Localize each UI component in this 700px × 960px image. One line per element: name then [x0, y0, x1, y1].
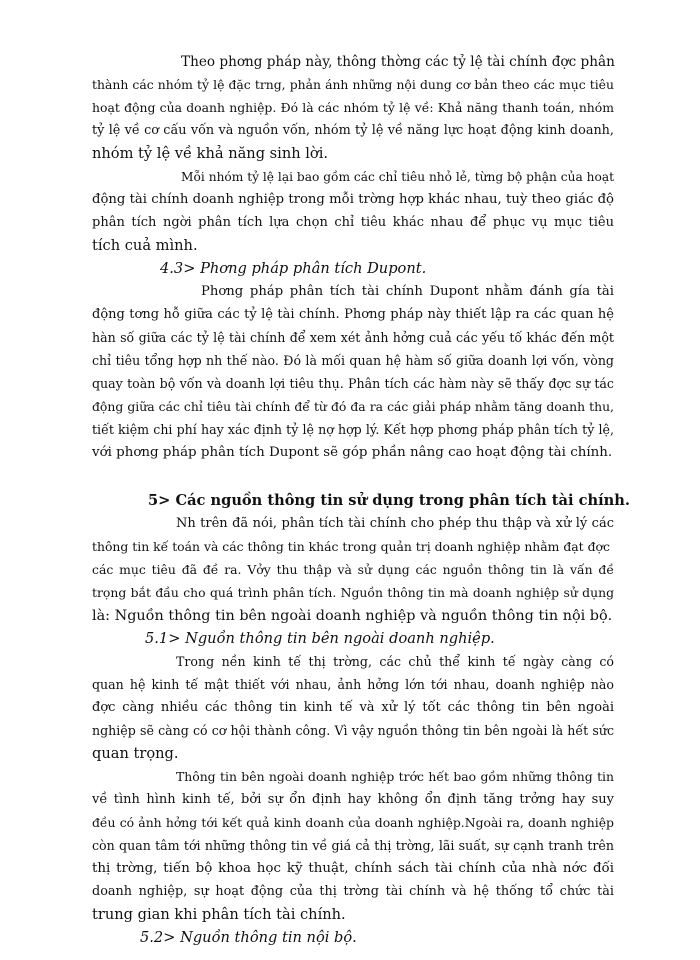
paragraph-line: nhóm tỷ lệ về khả năng sinh lời.: [92, 145, 329, 162]
paragraph-line: về tình hình kinh tế, bởi sự ổn định hay không ổn định tăng trởng hay suy: [92, 792, 614, 807]
section-heading: 5.1> Nguồn thông tin bên ngoài doanh nghiệp.: [145, 630, 495, 647]
paragraph-line: động tài chính doanh nghiệp trong mỗi trờng hợp khác nhau, tuỳ theo giác độ: [92, 192, 614, 207]
paragraph-line: Phơng pháp phân tích tài chính Dupont nhằm đánh gía tài: [201, 284, 614, 299]
paragraph-line: đợc càng nhiều các thông tin kinh tế và xử lý tốt các thông tin bên ngoài: [92, 700, 614, 715]
paragraph-line: doanh nghiệp, sự hoạt động của thị trờng tài chính và hệ thống tổ chức tài: [92, 884, 614, 899]
paragraph-line: thông tin kế toán và các thông tin khác trong quản trị doanh nghiệp nhằm đạt đợc: [92, 539, 610, 554]
paragraph-line: động giữa các chỉ tiêu tài chính để từ đó đa ra các giải pháp nhằm tăng doanh thu,: [92, 399, 614, 414]
paragraph-line: Theo phơng pháp này, thông thờng các tỷ lệ tài chính đợc phân: [181, 54, 615, 70]
paragraph-line: hoạt động của doanh nghiệp. Đó là các nhóm tỷ lệ về: Khả năng thanh toán, nhóm: [92, 100, 614, 115]
paragraph-line: Trong nền kinh tế thị trờng, các chủ thể kinh tế ngày càng có: [176, 654, 614, 669]
paragraph-line: động tơng hỗ giữa các tỷ lệ tài chính. Phơng pháp này thiết lập ra các quan hệ: [92, 307, 614, 322]
paragraph-line: các mục tiêu đã đề ra. Vởy thu thập và sử dụng các nguồn thông tin là vấn đề: [92, 562, 614, 577]
section-heading: 5> Các nguồn thông tin sử dụng trong phân tích tài chính.: [148, 492, 630, 509]
paragraph-line: tỷ lệ về cơ cấu vốn và nguồn vốn, nhóm tỷ lệ về năng lực hoạt động kinh doanh,: [92, 123, 614, 138]
section-heading: 5.2> Nguồn thông tin nội bộ.: [140, 929, 357, 946]
paragraph-line: Mỗi nhóm tỷ lệ lại bao gồm các chỉ tiêu nhỏ lẻ, từng bộ phận của hoạt: [181, 170, 614, 184]
section-heading: 4.3> Phơng pháp phân tích Dupont.: [160, 260, 427, 277]
paragraph-line: Nh trên đã nói, phân tích tài chính cho phép thu thập và xử lý các: [176, 516, 614, 531]
paragraph-line: nghiệp sẽ càng có cơ hội thành công. Vì vậy nguồn thông tin bên ngoài là hết sức: [92, 723, 614, 738]
paragraph-line: với phơng pháp phân tích Dupont sẽ góp phần nâng cao hoạt động tài chính.: [92, 445, 613, 460]
paragraph-line: quan trọng.: [92, 745, 179, 762]
paragraph-line: hàn số giữa các tỷ lệ tài chính để xem xét ảnh hởng cuả các yếu tố khác đến một: [92, 330, 614, 345]
paragraph-line: còn quan tâm tới những thông tin về giá cả thị trờng, lãi suất, sự cạnh tranh trên: [92, 838, 614, 853]
paragraph-line: chỉ tiêu tổng hợp nh thế nào. Đó là mối quan hệ hàm số giữa doanh lợi vốn, vòng: [92, 353, 614, 368]
paragraph-line: tích cuả mình.: [92, 237, 198, 254]
paragraph-line: phân tích ngời phân tích lựa chọn chỉ tiêu khác nhau để phục vụ mục tiêu: [92, 215, 614, 230]
paragraph-line: quan hệ kinh tế mật thiết với nhau, ảnh hởng lớn tới nhau, doanh nghiệp nào: [92, 677, 614, 692]
paragraph-line: trung gian khi phân tích tài chính.: [92, 906, 346, 923]
paragraph-line: tiết kiệm chi phí hay xác định tỷ lệ nợ hợp lý. Kết hợp phơng pháp phân tích tỷ lệ,: [92, 422, 614, 437]
paragraph-line: đều có ảnh hởng tới kết quả kinh doanh của doanh nghiệp.Ngoài ra, doanh nghiệp: [92, 815, 614, 830]
paragraph-line: thị trờng, tiến bộ khoa học kỹ thuật, chính sách tài chính của nhà nớc đối: [92, 861, 614, 876]
paragraph-line: quay toàn bộ vốn và doanh lợi tiêu thụ. Phân tích các hàm này sẽ thấy đợc sự tác: [92, 376, 614, 391]
paragraph-line: Thông tin bên ngoài doanh nghiệp trớc hết bao gồm những thông tin: [176, 769, 614, 784]
paragraph-line: thành các nhóm tỷ lệ đặc trng, phản ánh những nội dung cơ bản theo các mục tiêu: [92, 77, 614, 92]
paragraph-line: trọng bắt đầu cho quá trình phân tích. Nguồn thông tin mà doanh nghiệp sử dụng: [92, 585, 614, 600]
paragraph-line: là: Nguồn thông tin bên ngoài doanh nghiệp và nguồn thông tin nội bộ.: [92, 608, 613, 624]
